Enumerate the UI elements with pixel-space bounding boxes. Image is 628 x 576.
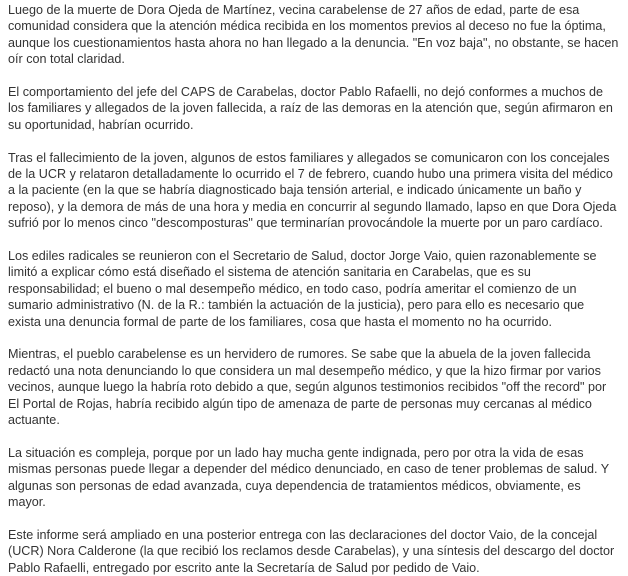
article-paragraph: Este informe será ampliado en una posterior entrega con las declaraciones del doctor Vaio, de la concejal (UCR) Nora Calderone (la que recibió los reclamos desde Carabelas), y una síntesis del descargo del doctor Pablo Rafaelli, entregado por escrito ante la Secretaría de Salud por pedido de Vaio. [8, 527, 615, 575]
article-paragraph: Mientras, el pueblo carabelense es un hervidero de rumores. Se sabe que la abuela de la joven fallecida redactó una nota denunciando lo que considera un mal desempeño médico, y que la hizo firmar por varios vecinos, aunque luego la habría roto debido a que, según algunos testimonios recibidos "off the record" por El Portal de Rojas, habría recibido algún tipo de amenaza de parte de personas muy cercanas al médico actuante. [8, 347, 607, 428]
article-paragraph: La situación es compleja, porque por un lado hay mucha gente indignada, pero por otra la vida de esas mismas personas puede llegar a depender del médico denunciado, en caso de tener problemas de salud. Y algunas son personas de edad avanzada, cuya dependencia de tratamientos médicos, obviamente, es mayor. [8, 445, 609, 510]
article-paragraph: El comportamiento del jefe del CAPS de Carabelas, doctor Pablo Rafaelli, no dejó conformes a muchos de los familiares y allegados de la joven fallecida, a raíz de las demoras en la atención que, según afirmaron en su oportunidad, habrían ocurrido. [8, 85, 613, 132]
article-paragraph: Los ediles radicales se reunieron con el Secretario de Salud, doctor Jorge Vaio, quien razonablemente se limitó a explicar cómo está diseñado el sistema de atención sanitaria en Carabelas, que es su responsabilidad; el bueno o mal desempeño médico, en todo caso, podría ameritar el comienzo de un sumario administrativo (N. de la R.: también la actuación de la justicia), pero para ello es necesario que exista una denuncia formal de parte de los familiares, cosa que hasta el momento no ha ocurrido. [8, 249, 597, 329]
article-paragraph: Tras el fallecimiento de la joven, algunos de estos familiares y allegados se comunicaron con los concejales de la UCR y relataron detalladamente lo ocurrido el 7 de febrero, cuando hubo una primera visita del médico a la paciente (en la que se habría diagnosticado baja tensión arterial, e indicado únicamente un baño y reposo), y la demora de más de una hora y media en concurrir al segundo llamado, lapso en que Dora Ojeda sufrió por lo menos cinco "descomposturas" que terminarían provocándole la muerte por un paro cardíaco. [8, 150, 617, 231]
article-paragraph: Luego de la muerte de Dora Ojeda de Martínez, vecina carabelense de 27 años de edad, parte de esa comunidad considera que la atención médica recibida en los momentos previos al deceso no fue la óptima, aunque los cuestionamientos hasta ahora no han llegado a la denuncia. "En voz baja", no obstante, se hacen oír con total claridad. [8, 3, 619, 67]
